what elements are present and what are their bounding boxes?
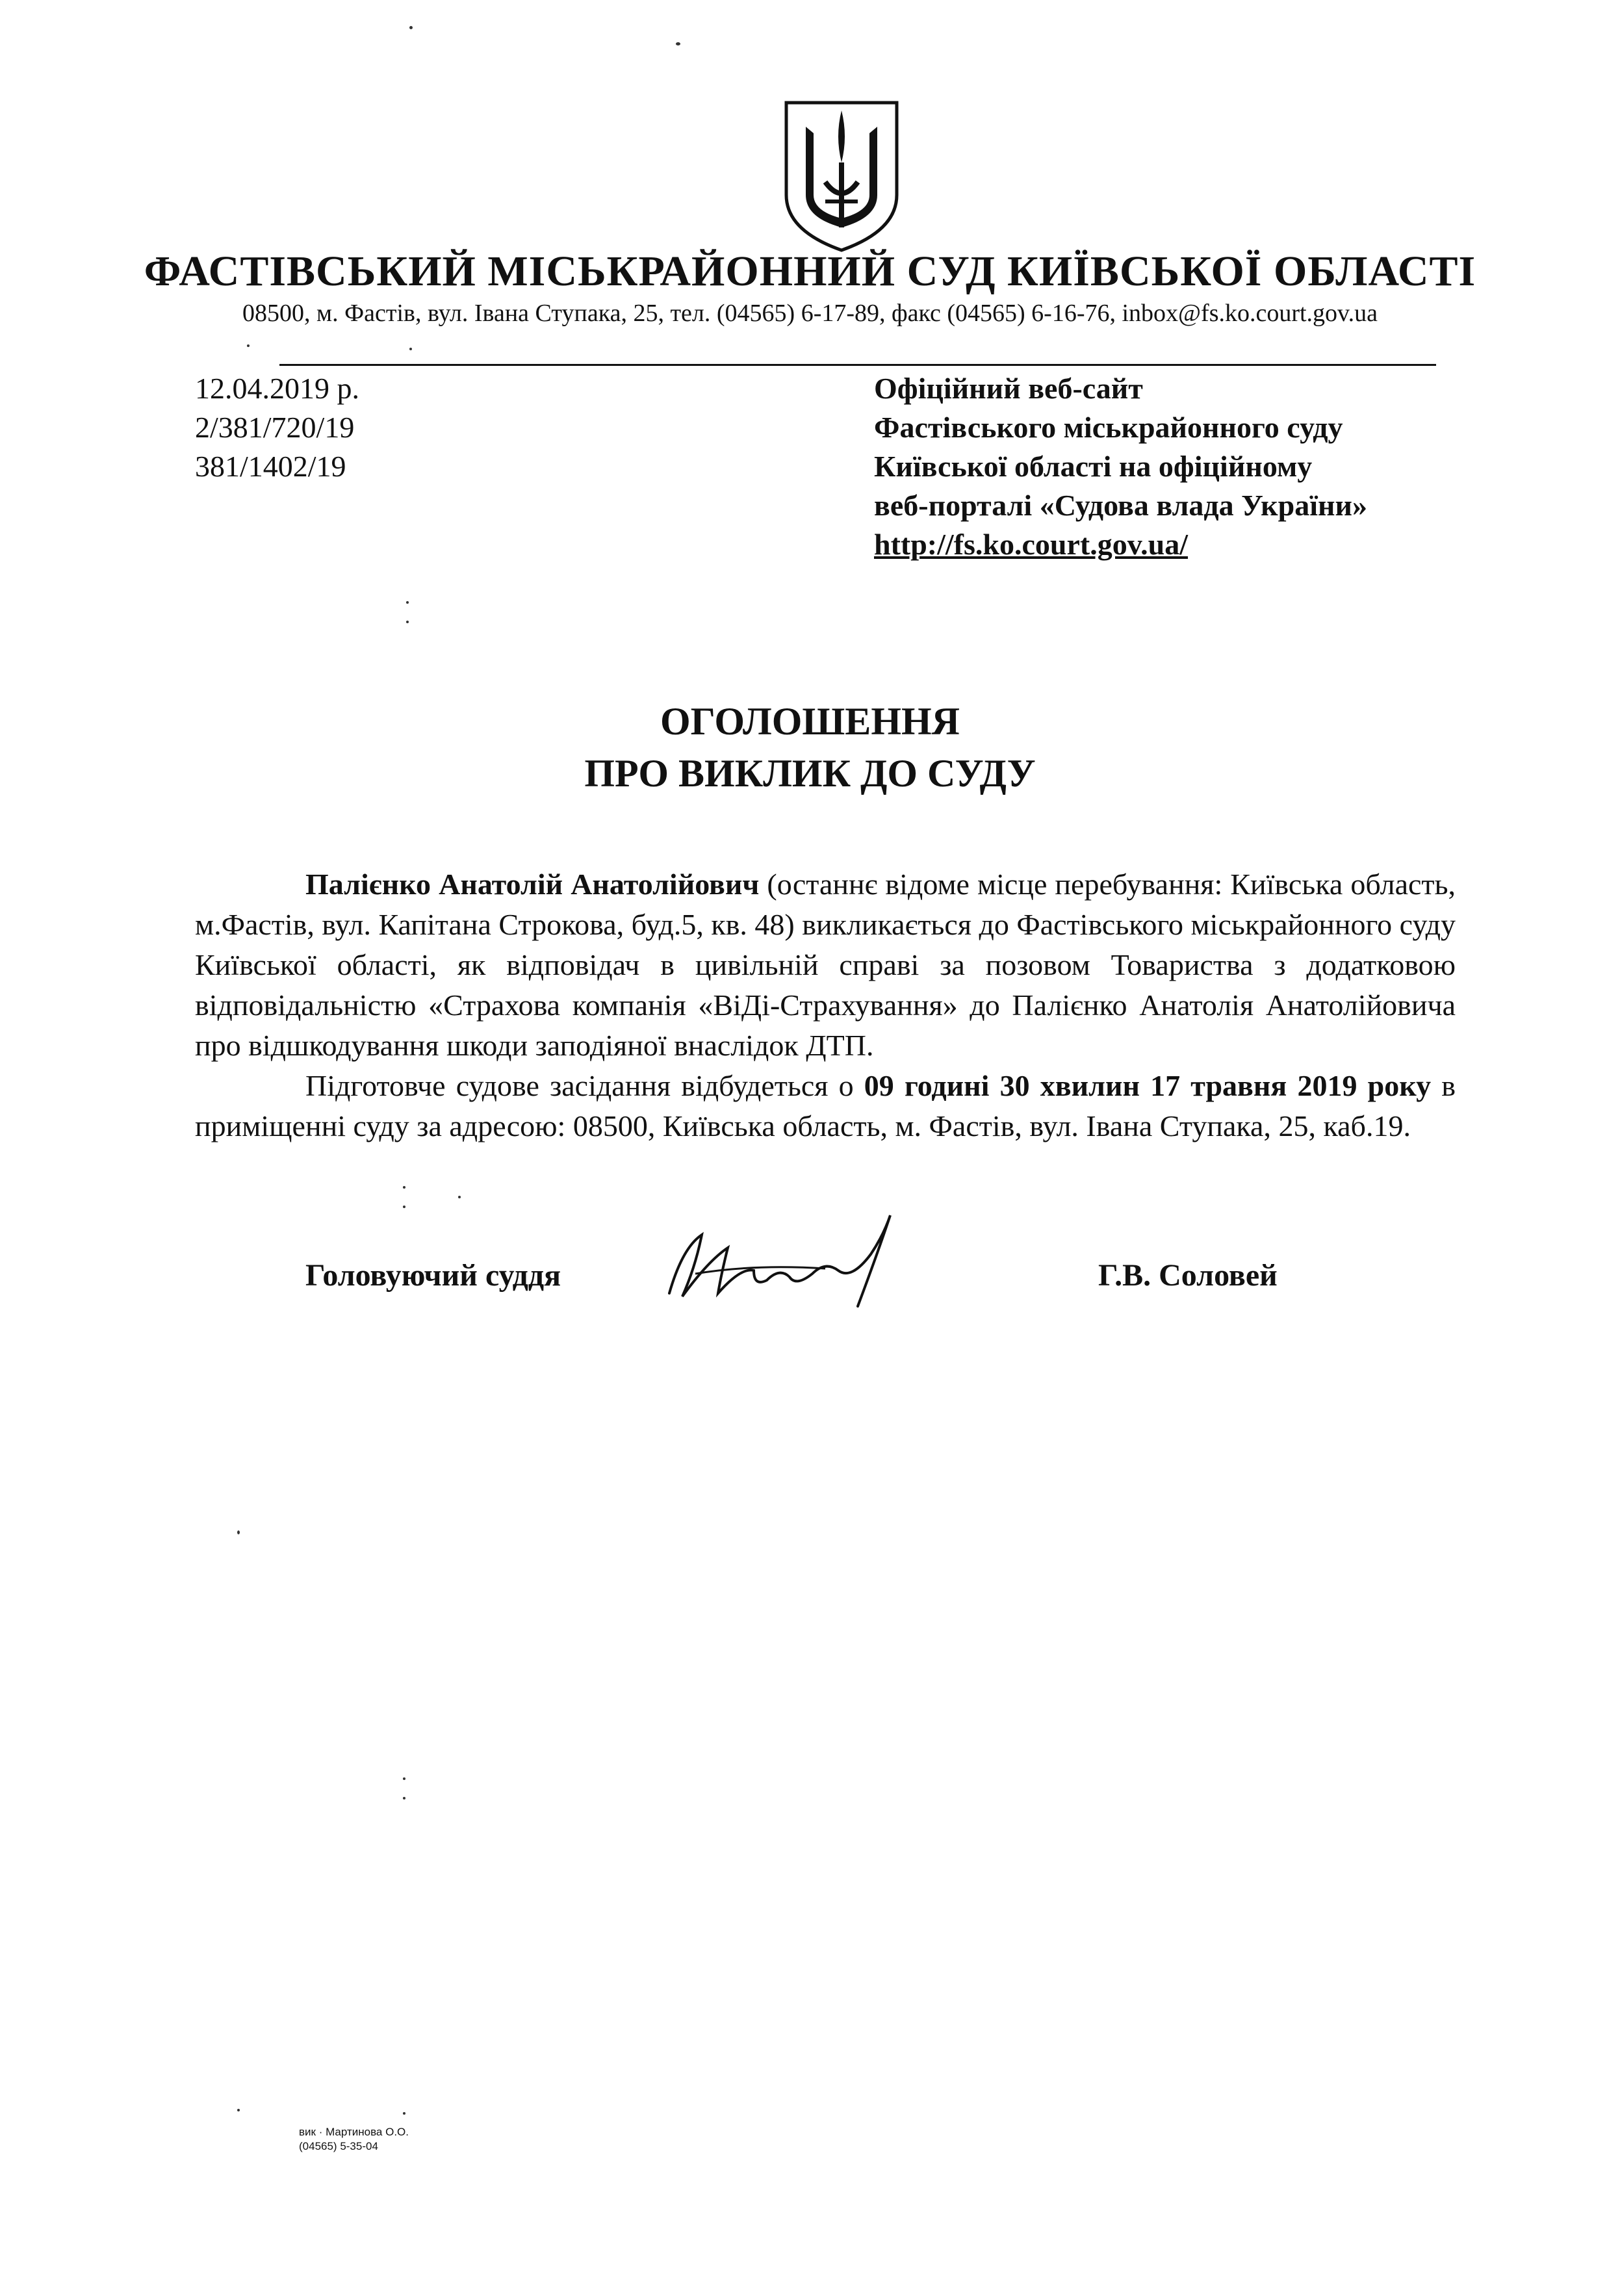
document-date: 12.04.2019 р. — [195, 372, 359, 405]
recipient-url-link[interactable]: http://fs.ko.court.gov.ua/ — [874, 528, 1189, 561]
scan-speck — [403, 1777, 405, 1780]
scan-speck — [237, 2109, 240, 2111]
notice-paragraph — [195, 1066, 1456, 1146]
scan-speck — [403, 1206, 405, 1208]
header-divider — [279, 364, 1436, 366]
scan-speck — [403, 1186, 405, 1189]
defendant-name: Палієнко Анатолій Анатолійович — [305, 868, 760, 901]
title-line: ОГОЛОШЕННЯ — [660, 700, 960, 743]
signature-role: Головуючий суддя — [305, 1258, 561, 1293]
recipient-line: Фастівського міськрайонного суду — [874, 411, 1343, 444]
notice-paragraph — [195, 864, 1456, 1066]
executor-name: вик · Мартинова О.О. — [299, 2126, 409, 2138]
court-address: 08500, м. Фастів, вул. Івана Ступака, 25, тел. (04565) 6-17-89, факс (04565) 6-16-76, inbox@fs.ko.court.gov.ua — [242, 300, 1378, 327]
document-references — [195, 369, 359, 486]
executor-note — [299, 2125, 409, 2154]
scan-speck — [406, 601, 409, 604]
scan-speck — [403, 1797, 405, 1799]
outgoing-number: 381/1402/19 — [195, 450, 346, 483]
coat-of-arms-icon — [780, 97, 903, 253]
case-number: 2/381/720/19 — [195, 411, 355, 444]
paragraph-text: (останнє відоме місце перебування: Київська область, м.Фастів, вул. Капітана Строкова, буд.5, кв. 48) викликається до Фастівського міськрайонного суду Київської області, як відповідач в цивільній справі за позовом Товариства з додатковою відповідальністю «Страхова компанія «ВіДі-Страхування» до Палієнко Анатолія Анатолійовича про відшкодування шкоди заподіяної внаслідок ДТП. — [195, 868, 1456, 1062]
title-line: ПРО ВИКЛИК ДО СУДУ — [584, 752, 1036, 795]
recipient-line: Київської області на офіційному — [874, 450, 1313, 483]
court-name: ФАСТІВСЬКИЙ МІСЬКРАЙОННИЙ СУД КИЇВСЬКОЇ ОБЛАСТІ — [144, 248, 1476, 295]
scan-speck — [237, 1530, 240, 1534]
document-title — [0, 695, 1620, 799]
scan-speck — [458, 1196, 461, 1198]
scan-speck — [409, 26, 413, 29]
recipient-line: Офіційний веб-сайт — [874, 372, 1143, 405]
notice-body — [195, 864, 1456, 1146]
paragraph-text: Підготовче судове засідання відбудеться о — [305, 1069, 864, 1102]
scan-speck — [403, 2112, 405, 2115]
scan-speck — [409, 348, 412, 350]
judge-name: Г.В. Соловей — [1098, 1258, 1278, 1293]
recipient-line: веб-порталі «Судова влада України» — [874, 489, 1368, 522]
scan-speck — [247, 344, 250, 347]
scan-speck — [676, 42, 680, 45]
scan-speck — [406, 621, 409, 623]
handwritten-signature — [656, 1209, 916, 1313]
recipient-block — [874, 369, 1367, 564]
executor-phone: (04565) 5-35-04 — [299, 2140, 378, 2152]
paragraph-text: в приміщенні суду за адресою: 08500, Київська область, м. Фастів, вул. Івана Ступака, 25, каб.19. — [195, 1069, 1456, 1142]
hearing-time: 09 годині 30 хвилин 17 травня 2019 року — [864, 1069, 1432, 1102]
